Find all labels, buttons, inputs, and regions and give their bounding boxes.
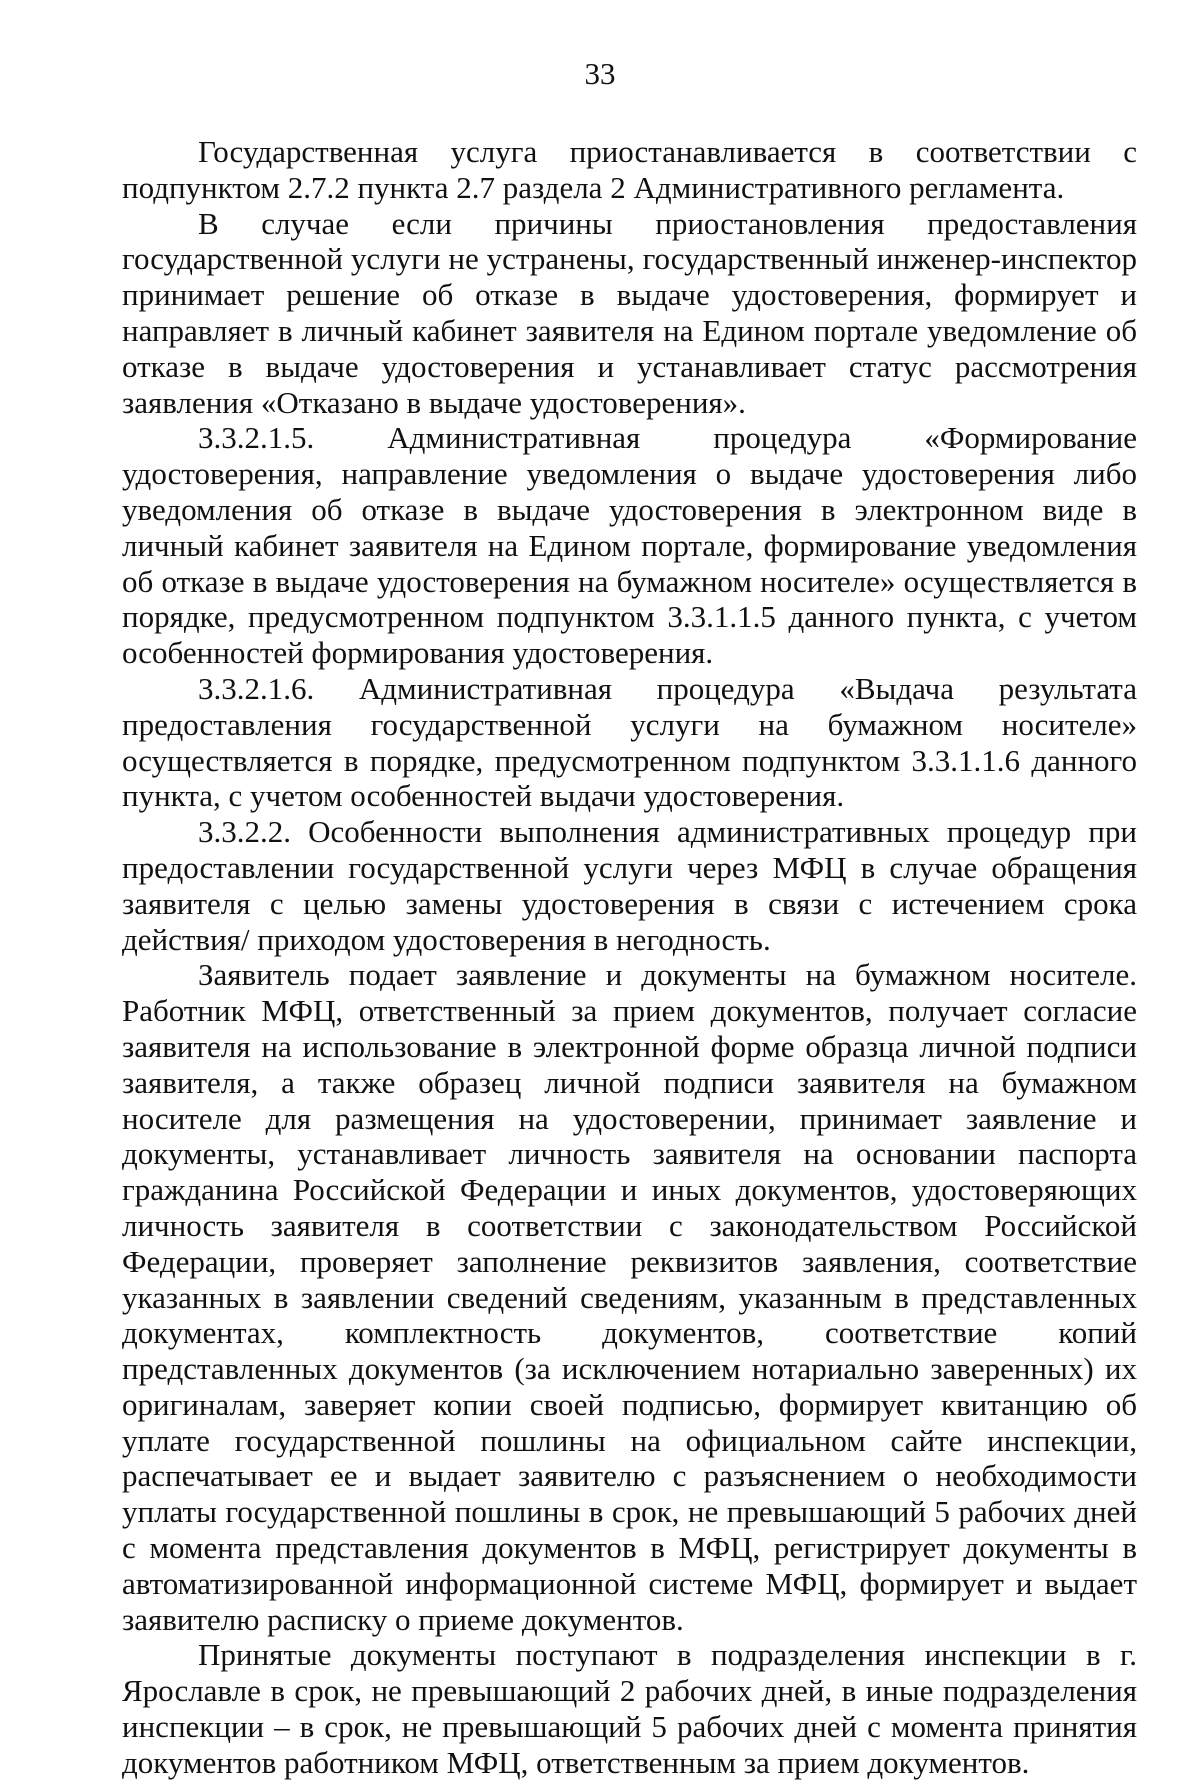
document-body	[122, 134, 1137, 1781]
paragraph-3-3-2-1-5: 3.3.2.1.5. Административная процедура «Формирование удостоверения, направление уведомления о выдаче удостоверения либо уведомления об отказе в выдаче удостоверения в электронном виде в личный кабинет заявителя на Едином портале, формирование уведомления об отказе в выдаче удостоверения на бумажном носителе» осуществляется в порядке, предусмотренном подпунктом 3.3.1.1.5 данного пункта, с учетом особенностей формирования удостоверения.	[122, 420, 1137, 671]
paragraph-3-3-2-2: 3.3.2.2. Особенности выполнения административных процедур при предоставлении государственной услуги через МФЦ в случае обращения заявителя с целью замены удостоверения в связи с истечением срока действия/ приходом удостоверения в негодность.	[122, 814, 1137, 957]
paragraph-suspension: Государственная услуга приостанавливается в соответствии с подпунктом 2.7.2 пункта 2.7 раздела 2 Административного регламента.	[122, 134, 1137, 205]
paragraph-refusal: В случае если причины приостановления предоставления государственной услуги не устранены, государственный инженер-инспектор принимает решение об отказе в выдаче удостоверения, формирует и направляет в личный кабинет заявителя на Едином портале уведомление об отказе в выдаче удостоверения и устанавливает статус рассмотрения заявления «Отказано в выдаче удостоверения».	[122, 205, 1137, 420]
paragraph-3-3-2-1-6: 3.3.2.1.6. Административная процедура «Выдача результата предоставления государственной услуги на бумажном носителе» осуществляется в порядке, предусмотренном подпунктом 3.3.1.1.6 данного пункта, с учетом особенностей выдачи удостоверения.	[122, 670, 1137, 814]
page-number: 33	[584, 56, 616, 91]
paragraph-documents-transfer: Принятые документы поступают в подразделения инспекции в г. Ярославле в срок, не превышающий 2 рабочих дней, в иные подразделения инспекции – в срок, не превышающий 5 рабочих дней с момента принятия документов работником МФЦ, ответственным за прием документов.	[122, 1637, 1137, 1780]
paragraph-applicant-submission: Заявитель подает заявление и документы на бумажном носителе. Работник МФЦ, ответственный за прием документов, получает согласие заявителя на использование в электронной форме образца личной подписи заявителя, а также образец личной подписи заявителя на бумажном носителе для размещения на удостоверении, принимает заявление и документы, устанавливает личность заявителя на основании паспорта гражданина Российской Федерации и иных документов, удостоверяющих личность заявителя в соответствии с законодательством Российской Федерации, проверяет заполнение реквизитов заявления, соответствие указанных в заявлении сведений сведениям, указанным в представленных документах, комплектность документов, соответствие копий представленных документов (за исключением нотариально заверенных) их оригиналам, заверяет копии своей подписью, формирует квитанцию об уплате государственной пошлины на официальном сайте инспекции, распечатывает ее и выдает заявителю с разъяснением о необходимости уплаты государственной пошлины в срок, не превышающий 5 рабочих дней с момента представления документов в МФЦ, регистрирует документы в автоматизированной информационной системе МФЦ, формирует и выдает заявителю расписку о приеме документов.	[122, 957, 1137, 1637]
